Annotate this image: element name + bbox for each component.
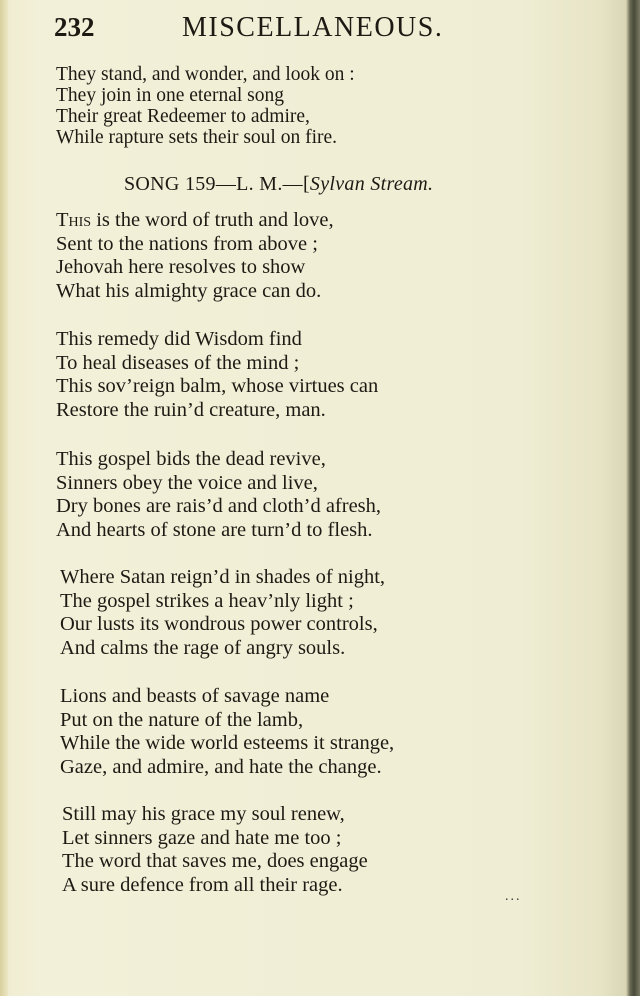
stanza-6	[62, 803, 368, 897]
verse-line: Where Satan reign’d in shades of night,	[60, 566, 386, 588]
stanza-1	[56, 209, 334, 303]
tune-name: Sylvan Stream.	[309, 173, 434, 195]
stanza-3	[56, 448, 381, 542]
stanza-2	[56, 328, 378, 422]
first-word: This	[56, 209, 92, 231]
song-number-meter: SONG 159—L. M.—[	[124, 173, 310, 195]
verse-line: And calms the rage of angry souls.	[60, 636, 346, 659]
song-title	[124, 173, 433, 196]
verse-line: Dry bones are rais’d and cloth’d afresh,	[56, 495, 382, 517]
verse-line: Jehovah here resolves to show	[56, 256, 306, 278]
page-header	[54, 10, 474, 50]
verse-line: Our lusts its wondrous power controls,	[60, 613, 378, 635]
verse-line: Sent to the nations from above ;	[56, 232, 318, 255]
verse-line: While the wide world esteems it strange,	[60, 732, 395, 754]
verse-line: This remedy did Wisdom find	[56, 328, 302, 350]
trailing-dots: ...	[505, 889, 522, 904]
verse-line: This gospel bids the dead revive,	[56, 448, 326, 470]
stanza-5	[60, 685, 394, 779]
running-head: MISCELLANEOUS.	[182, 12, 444, 43]
verse-line: This sov’reign balm, whose virtues can	[56, 375, 379, 397]
previous-song-stanza	[56, 64, 355, 148]
verse-line: What his almighty grace can do.	[56, 279, 322, 302]
verse-line: Their great Redeemer to admire,	[56, 106, 310, 127]
verse-line: They stand, and wonder, and look on :	[56, 64, 355, 85]
verse-line: Gaze, and admire, and hate the change.	[60, 755, 382, 778]
verse-line: Restore the ruin’d creature, man.	[56, 398, 326, 421]
verse-line: A sure defence from all their rage.	[62, 873, 343, 896]
verse-line: And hearts of stone are turn’d to flesh.	[56, 518, 373, 541]
verse-line: Put on the nature of the lamb,	[60, 708, 304, 731]
verse-line: Still may his grace my soul renew,	[62, 803, 345, 825]
verse-line: While rapture sets their soul on fire.	[56, 127, 338, 148]
verse-line: They join in one eternal song	[56, 85, 284, 106]
verse-line: The word that saves me, does engage	[62, 850, 368, 872]
verse-line: Lions and beasts of savage name	[60, 685, 330, 707]
verse-line: To heal diseases of the mind ;	[56, 351, 300, 374]
page-number: 232	[54, 12, 95, 42]
verse-line: The gospel strikes a heav’nly light ;	[60, 589, 354, 612]
verse-line: Sinners obey the voice and live,	[56, 471, 318, 494]
stanza-4	[60, 566, 385, 660]
verse-line: Let sinners gaze and hate me too ;	[62, 826, 342, 849]
verse-line: This is the word of truth and love,	[56, 209, 334, 231]
